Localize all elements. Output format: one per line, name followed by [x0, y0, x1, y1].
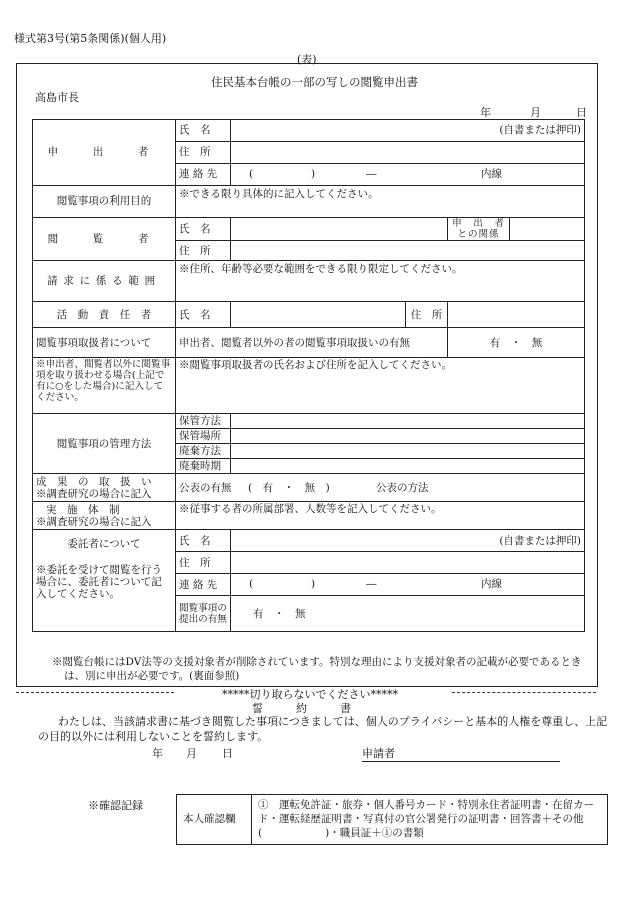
dash-line-left — [16, 692, 174, 693]
relation-label: 申 出 者との関係 — [448, 218, 510, 241]
dash: ― — [366, 168, 377, 180]
management-item: 保管場所 — [176, 429, 231, 444]
side-label: (表) — [297, 53, 317, 66]
purpose-note: ※できる限り具体的に記入してください。 — [179, 188, 379, 200]
applicant-label: 申 出 者 — [33, 120, 176, 186]
management-label: 閲覧事項の管理方法 — [33, 414, 176, 474]
paren-open: ( — [249, 168, 254, 180]
consignor-note: ※委託を受けて閲覧を行う場合に、委託者について記入してください。 — [36, 564, 162, 601]
consignor-submit-label: 閲覧事項の提出の有無 — [176, 596, 231, 632]
scope-note: ※住所、年齢等必要な範囲をできる限り限定してください。 — [179, 263, 463, 276]
management-item: 廃棄方法 — [176, 444, 231, 459]
applicant-address-label: 住 所 — [176, 142, 231, 164]
responsible-address-field[interactable] — [448, 302, 585, 328]
consignor-label — [33, 530, 176, 632]
publish-label: 公表の有無 — [179, 482, 232, 495]
scope-label: 請求に係る範囲 — [33, 261, 176, 302]
consignor-self-sign: (自書または押印) — [499, 534, 582, 547]
handler-note: ※閲覧事項取扱者の氏名および住所を記入してください。 — [179, 359, 452, 372]
handler-question: 申出者、閲覧者以外の者の閲覧事項取扱いの有無 — [176, 328, 448, 358]
consignor-contact-field[interactable] — [231, 574, 585, 596]
consignor-address-label: 住 所 — [176, 552, 231, 574]
responsible-label: 活 動 責 任 者 — [33, 302, 176, 328]
confirmation-text[interactable]: ① 運転免許証・旅券・個人番号カード・特別永住者証明書・在留カード・運転経歴証明書・写真付の官公署発行の証明書・回答書＋その他( )・職員証＋①の書類 — [252, 795, 608, 845]
dash-line-right — [452, 692, 596, 693]
publish-choice[interactable]: ( 有 ・ 無 ) — [248, 482, 330, 495]
handler-label: 閲覧事項取扱者について — [33, 328, 176, 358]
results-label — [33, 474, 176, 502]
responsible-address-label: 住 所 — [406, 302, 448, 328]
applicant-address-field[interactable] — [231, 142, 585, 164]
date-day[interactable]: 日 — [576, 106, 587, 119]
dv-note: ※閲覧台帳にはDV法等の支援対象者が削除されています。特別な理由により支援対象者の記載が必要であるときは、別に申出が必要です。(裏面参照) — [52, 656, 582, 682]
purpose-label: 閲覧事項の利用目的 — [33, 186, 176, 218]
handler-note-label: ※申出者、閲覧者以外に閲覧事項を取り扱わせる場合(上記で有に○をした場合)に記入してください。 — [33, 358, 176, 414]
scope-field[interactable] — [176, 261, 585, 302]
confirmation-table — [176, 794, 608, 845]
management-field[interactable] — [231, 444, 585, 459]
applicant-contact-field[interactable] — [231, 164, 585, 186]
handler-answer[interactable]: 有 ・ 無 — [448, 328, 585, 358]
management-item: 保管方法 — [176, 414, 231, 429]
system-note: ※従事する者の所属部署、人数等を記入してください。 — [179, 503, 442, 516]
addressee: 高島市長 — [35, 91, 79, 104]
handler-note-field[interactable] — [176, 358, 585, 414]
consignor-submit-answer[interactable]: 有 ・ 無 — [231, 596, 585, 632]
system-field[interactable] — [176, 502, 585, 530]
date-month[interactable]: 月 — [530, 106, 541, 119]
pledge-title: 誓 約 書 — [252, 702, 351, 715]
purpose-field[interactable] — [176, 186, 585, 218]
consignor-contact-label: 連 絡 先 — [176, 574, 231, 596]
paren-close: ) — [311, 578, 316, 591]
system-title: 実 施 体 制 — [46, 503, 120, 516]
pledge-applicant-label: 申請者 — [362, 747, 395, 760]
system-sub: ※調査研究の場合に記入 — [36, 515, 152, 528]
dash: ― — [366, 578, 377, 591]
pledge-day[interactable]: 日 — [222, 747, 233, 760]
pledge-body: わたしは、当該請求書に基づき閲覧した事項につきましては、個人のプライバシーと基本的人権を尊重し、上記の目的以外には利用しないことを誓約します。 — [38, 715, 608, 743]
results-title: 成 果 の 取 扱 い — [36, 475, 152, 488]
system-label — [33, 502, 176, 530]
viewer-address-field[interactable] — [231, 241, 585, 261]
management-field[interactable] — [231, 429, 585, 444]
consignor-address-field[interactable] — [231, 552, 585, 574]
extension-label: 内線 — [481, 578, 502, 591]
management-item: 廃棄時期 — [176, 459, 231, 474]
management-field[interactable] — [231, 459, 585, 474]
relation-field[interactable] — [510, 218, 585, 241]
applicant-contact-label: 連 絡 先 — [176, 164, 231, 186]
date-year[interactable]: 年 — [480, 106, 491, 119]
viewer-label: 閲 覧 者 — [33, 218, 176, 261]
applicant-name-field[interactable] — [231, 120, 585, 142]
viewer-name-field[interactable] — [231, 218, 448, 241]
pledge-year[interactable]: 年 — [152, 747, 163, 760]
confirmation-label: ※確認記録 — [88, 799, 143, 812]
consignor-name-label: 氏 名 — [176, 530, 231, 552]
viewer-address-label: 住 所 — [176, 241, 231, 261]
consignor-title: 委託者について — [67, 538, 141, 551]
cut-line-text: *****切り取らないでください***** — [222, 688, 398, 701]
self-sign-note: (自書または押印) — [499, 124, 582, 137]
consignor-name-field[interactable] — [231, 530, 585, 552]
publish-method-label: 公表の方法 — [376, 482, 429, 495]
pledge-month[interactable]: 月 — [186, 747, 197, 760]
confirmation-field-label: 本人確認欄 — [177, 795, 252, 845]
management-field[interactable] — [231, 414, 585, 429]
applicant-name-label: 氏 名 — [176, 120, 231, 142]
responsible-name-label: 氏 名 — [176, 302, 231, 328]
pledge-applicant-field[interactable] — [362, 745, 560, 762]
paren-close: ) — [311, 168, 316, 180]
page-title: 住民基本台帳の一部の写しの閲覧申出書 — [211, 75, 418, 89]
results-field[interactable] — [176, 474, 585, 502]
form-number: 様式第3号(第5条関係)(個人用) — [14, 32, 167, 45]
viewer-name-label: 氏 名 — [176, 218, 231, 241]
extension-label: 内線 — [481, 168, 502, 180]
results-sub: ※調査研究の場合に記入 — [36, 487, 152, 500]
cut-line — [16, 686, 596, 701]
application-table — [32, 119, 585, 632]
paren-open: ( — [249, 578, 254, 591]
responsible-name-field[interactable] — [231, 302, 406, 328]
